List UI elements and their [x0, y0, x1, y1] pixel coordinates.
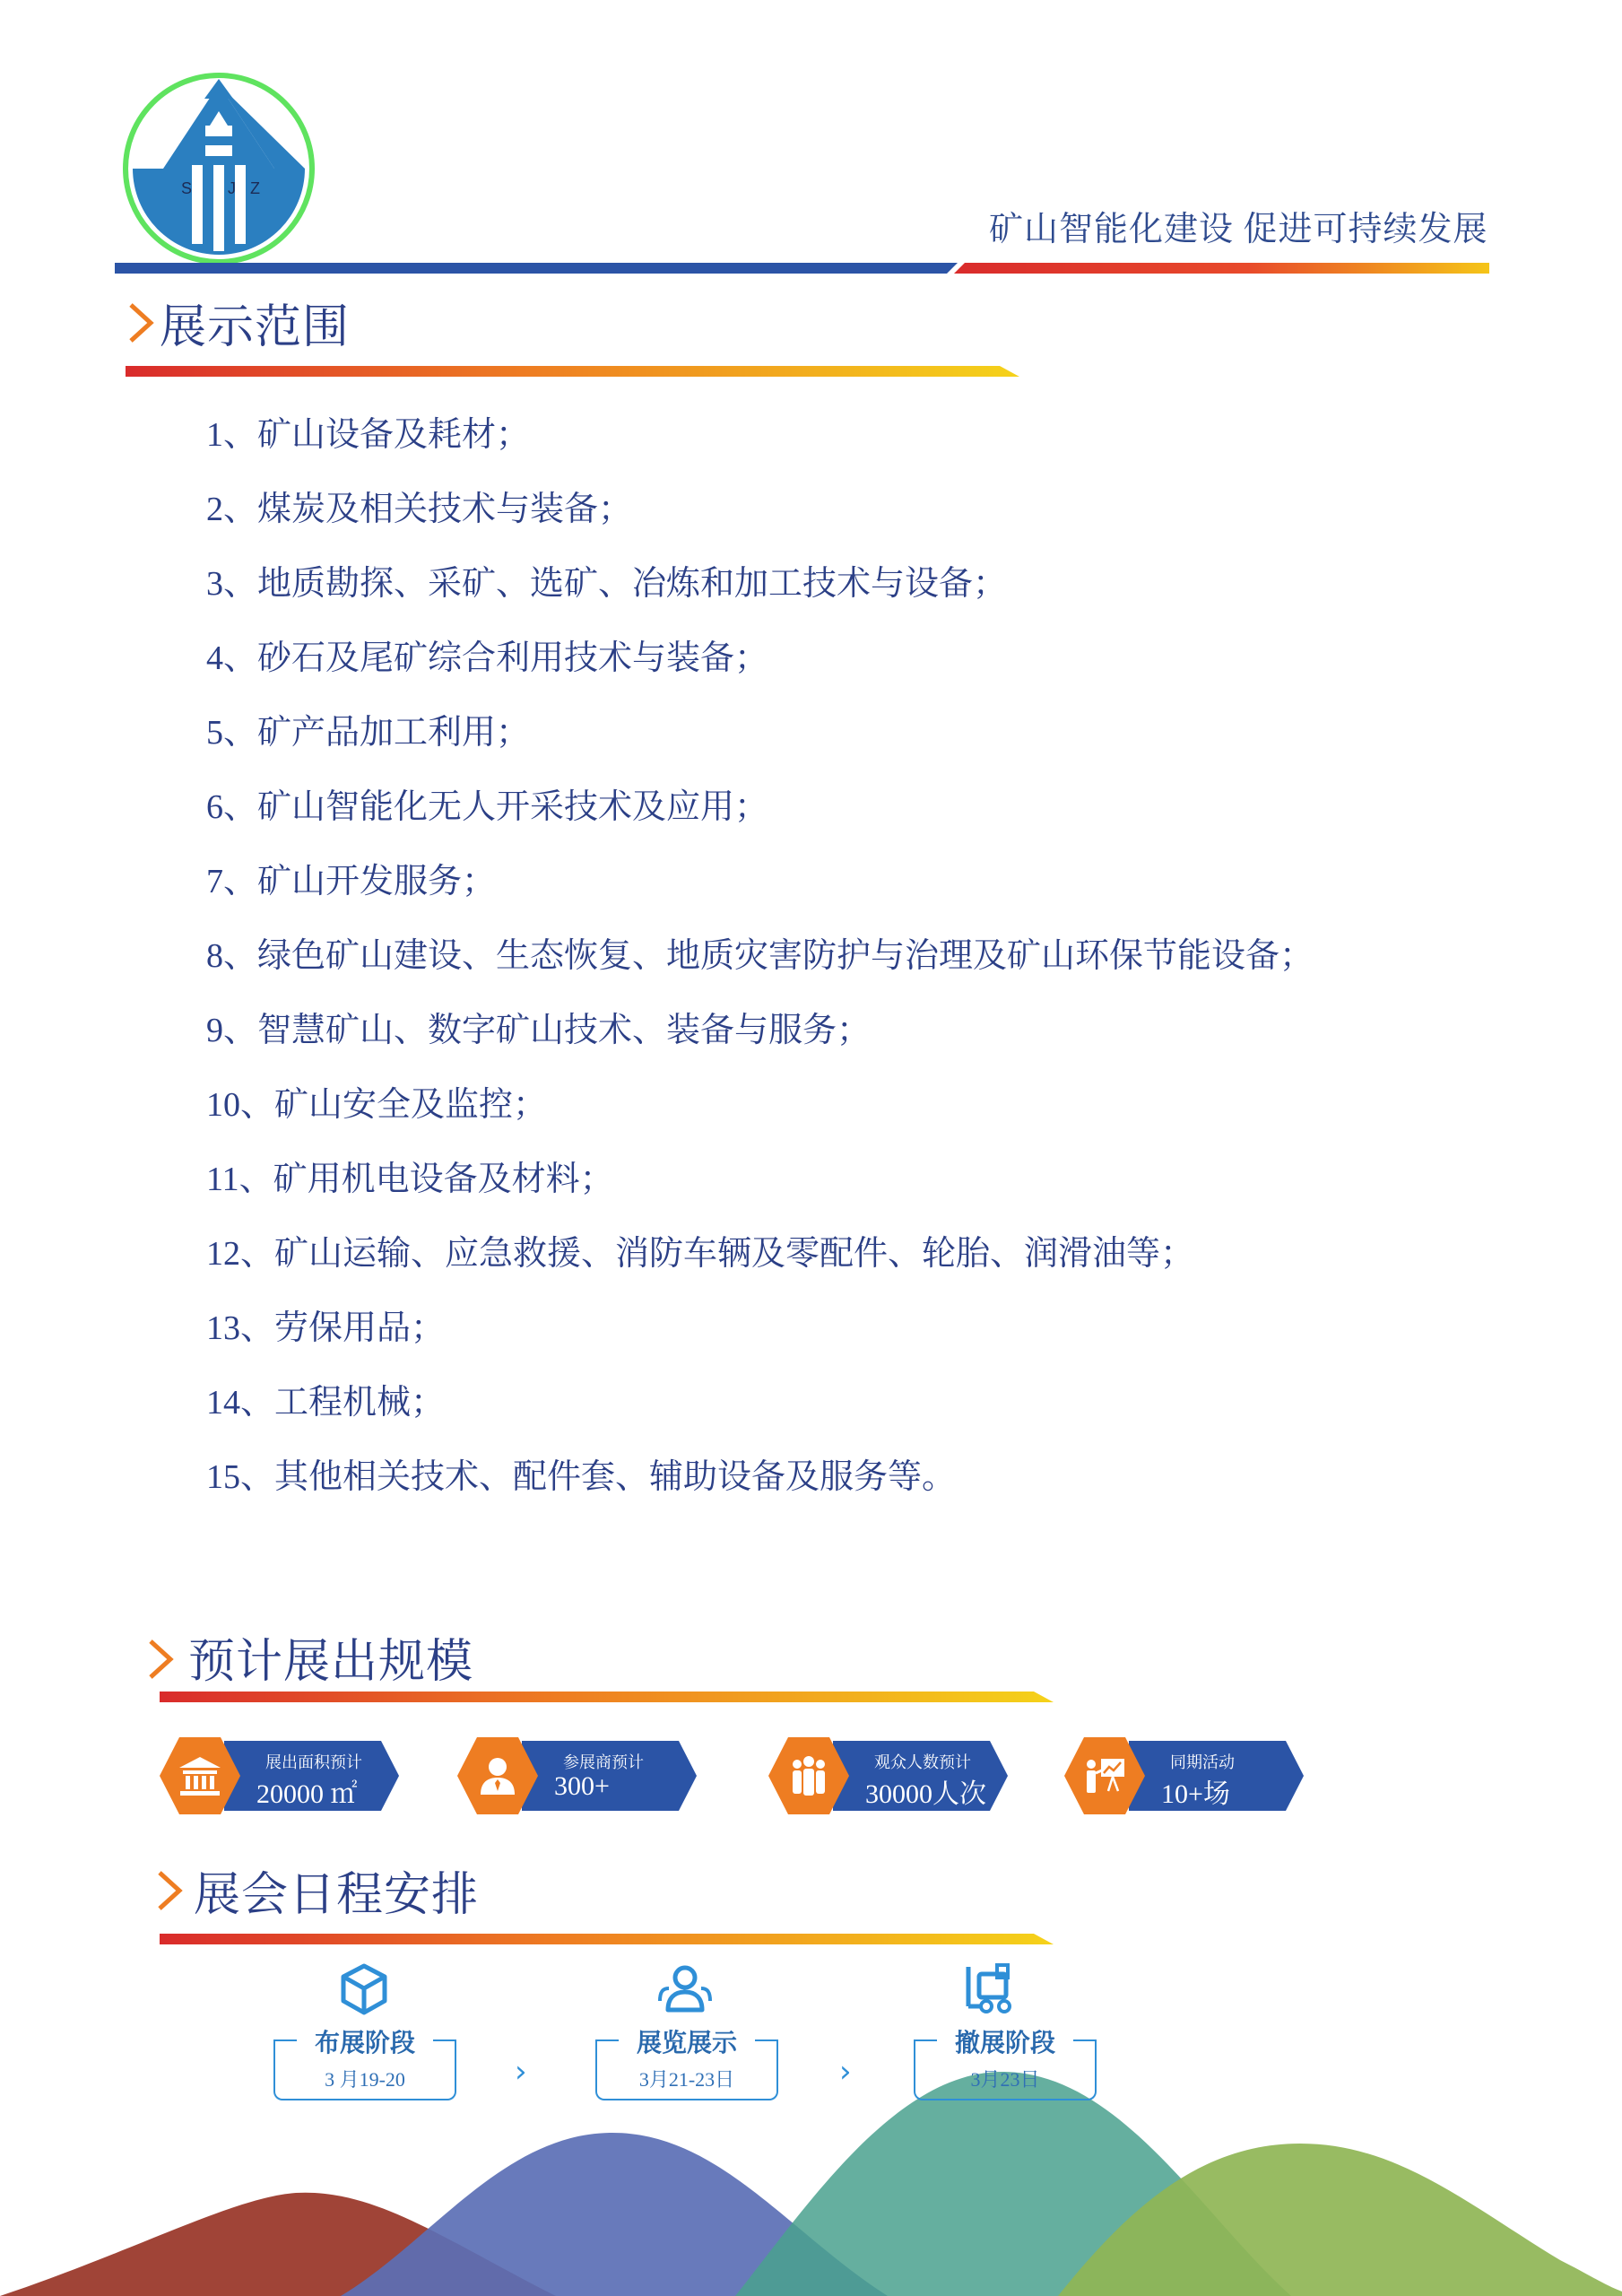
section-title-scale: 预计展出规模	[188, 1637, 474, 1688]
list-item: 14、工程机械；	[206, 1384, 446, 1422]
chevron-right-icon	[126, 300, 156, 346]
stat-value: 10+场	[1161, 1779, 1230, 1809]
list-item: 5、矿产品加工利用；	[206, 714, 531, 752]
stat-visitors	[768, 1735, 1010, 1816]
decorative-waves	[0, 2063, 1622, 2296]
chevron-right-icon	[154, 1867, 185, 1914]
list-item: 15、其他相关技术、配件套、辅助设备及服务等。	[206, 1458, 957, 1496]
crowd-icon	[785, 1752, 833, 1800]
stage-date: 3 月19-20	[325, 2068, 405, 2091]
list-item: 2、煤炭及相关技术与装备；	[206, 491, 633, 528]
stage-date: 3月21-23日	[638, 2068, 735, 2091]
stat-label: 同期活动	[1170, 1753, 1235, 1771]
logo-letter-z: Z	[250, 179, 260, 197]
section-divider-schedule	[160, 1934, 1054, 1944]
stage-title: 展览展示	[636, 2029, 737, 2057]
list-item: 8、绿色矿山建设、生态恢复、地质灾害防护与治理及矿山环保节能设备；	[206, 937, 1314, 975]
stat-value: 30000人次	[865, 1779, 986, 1809]
list-item: 7、矿山开发服务；	[206, 863, 497, 900]
forklift-icon	[961, 1961, 1017, 2017]
list-item: 13、劳保用品；	[206, 1309, 446, 1347]
section-divider-scope	[126, 366, 1019, 377]
section-title-schedule: 展会日程安排	[194, 1870, 480, 1921]
box-icon	[336, 1961, 392, 2017]
stat-value: 20000 ㎡	[256, 1779, 358, 1809]
list-item: 4、砂石及尾矿综合利用技术与装备；	[206, 639, 769, 677]
chevron-right-icon	[145, 1636, 176, 1683]
group-icon	[657, 1961, 713, 2017]
person-icon	[473, 1752, 522, 1800]
stat-events	[1064, 1735, 1306, 1816]
section-title-scope: 展示范围	[160, 302, 351, 353]
stage-teardown	[914, 2029, 1097, 2102]
stage-title: 布展阶段	[314, 2029, 415, 2057]
chevron-right-icon: ›	[839, 2054, 852, 2090]
stat-label: 观众人数预计	[874, 1753, 971, 1771]
stat-label: 展出面积预计	[265, 1753, 362, 1771]
stat-value: 300+	[554, 1771, 610, 1801]
header-divider	[115, 263, 1489, 274]
stage-date: 3月23日	[970, 2068, 1040, 2091]
list-item: 3、地质勘探、采矿、选矿、冶炼和加工技术与设备；	[206, 565, 1008, 603]
list-item: 1、矿山设备及耗材；	[206, 416, 531, 454]
stat-exhibition-area	[160, 1735, 402, 1816]
stat-exhibitors	[457, 1735, 699, 1816]
logo-letter-s: S	[181, 179, 193, 197]
list-item: 9、智慧矿山、数字矿山技术、装备与服务；	[206, 1012, 872, 1049]
chevron-right-icon: ›	[515, 2054, 527, 2090]
scope-list	[206, 408, 1314, 1525]
company-logo	[122, 72, 316, 265]
building-icon	[176, 1752, 224, 1800]
list-item: 12、矿山运输、应急救援、消防车辆及零配件、轮胎、润滑油等；	[206, 1235, 1195, 1273]
list-item: 10、矿山安全及监控；	[206, 1086, 548, 1124]
header-slogan: 矿山智能化建设 促进可持续发展	[989, 211, 1488, 248]
section-divider-scale	[160, 1692, 1054, 1702]
stat-label: 参展商预计	[563, 1753, 644, 1771]
presenter-icon	[1080, 1752, 1129, 1800]
list-item: 6、矿山智能化无人开采技术及应用；	[206, 788, 769, 826]
list-item: 11、矿用机电设备及材料；	[206, 1161, 614, 1198]
logo-letter-j: J	[228, 179, 236, 197]
stage-title: 撤展阶段	[954, 2029, 1055, 2057]
